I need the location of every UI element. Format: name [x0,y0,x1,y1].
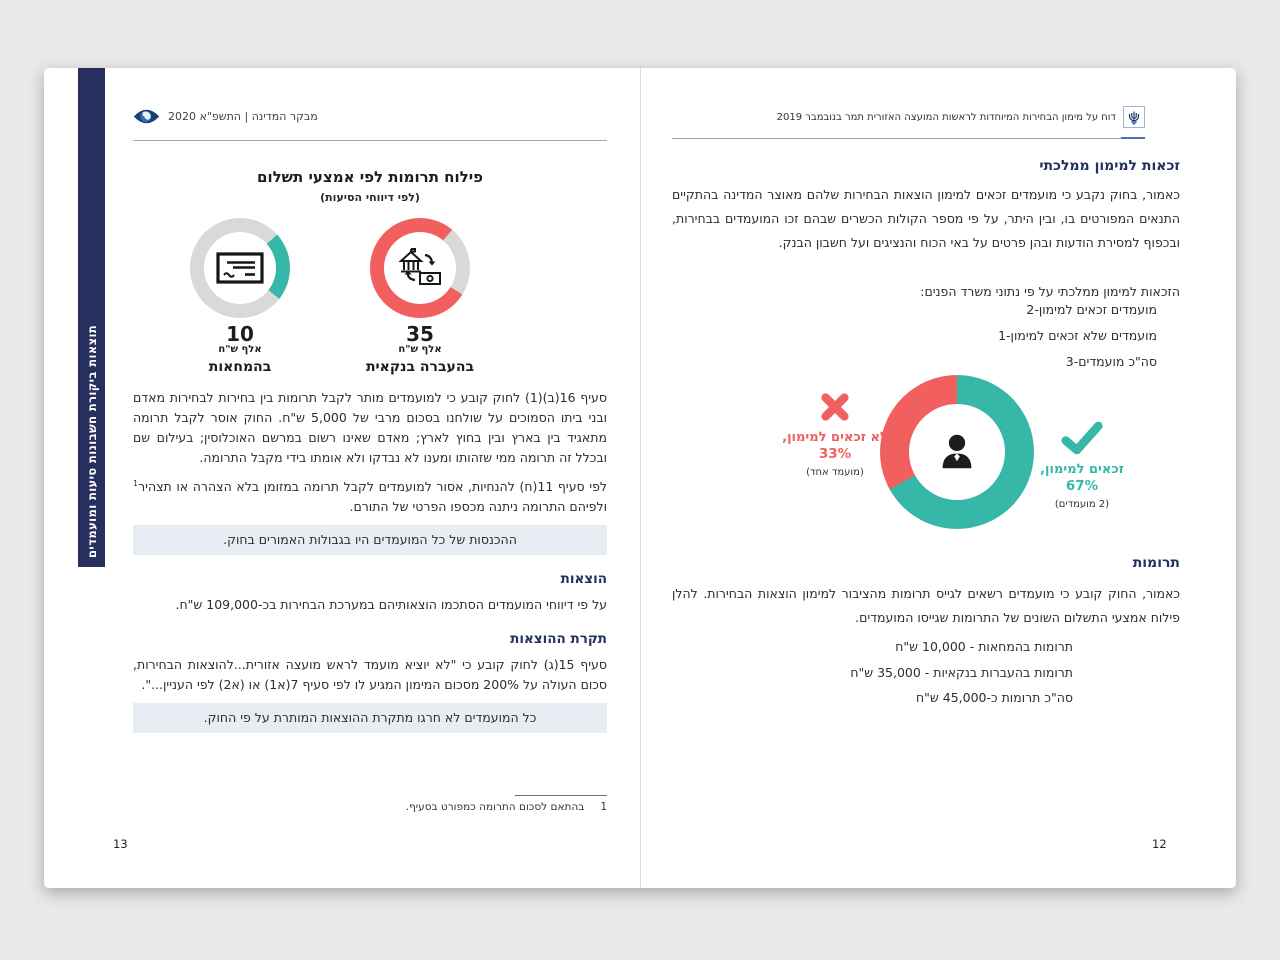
page-13 [44,68,640,888]
person-icon [909,404,1005,500]
right-header-rule [672,138,1145,139]
paragraph-interior-ministry: הזכאות למימון ממלכתי על פי נתוני משרד הפנים: [920,284,1180,299]
cheque-icon [204,232,276,304]
cheques-unit: אלף ש"ח [218,344,262,355]
right-header-text: דוח על מימון הבחירות המיוחדות לראשות המועצה האזורית תמר בנובמבר 2019 [776,111,1116,123]
left-page-body [133,388,607,741]
list-item-donations-bank: תרומות בהעברות בנקאיות - 35,000 ש"ח [850,664,1073,680]
donut-cheques [175,218,305,376]
list-item-donations-cheques: תרומות בהמחאות - 10,000 ש"ח [895,639,1073,654]
list-item-not-eligible-candidates: מועמדים שלא זכאים למימון-1 [998,328,1157,343]
eligible-note: (2 מועמדים) [1054,499,1110,510]
comptroller-eye-logo-icon [133,108,160,125]
donut-bank-transfer [355,218,485,376]
footnote-number: 1 [600,801,607,813]
left-header-rule [133,140,607,141]
footnote-reference: 1 [133,479,139,488]
heading-expense-cap: תקרת ההוצאות [510,631,607,648]
candidates-funding-list [672,297,1157,375]
bank-transfer-donut-ring [370,218,470,318]
page-12 [640,68,1236,888]
x-icon [817,390,853,424]
right-page-header [777,106,1145,128]
payment-chart-title: פילוח תרומות לפי אמצעי תשלום [257,168,483,186]
bank-transfer-value: 35 [406,322,434,346]
footnote [133,801,607,813]
page-number-13: 13 [113,837,128,851]
spread-spine-divider [640,68,641,888]
list-item-eligible-candidates: מועמדים זכאים למימון-2 [1026,302,1157,317]
footnote-text: בהתאם לסכום התרומה כמפורט בסעיף. [405,801,585,813]
paragraph-cash-part1: לפי סעיף 11(ח) להנחיות, אסור למועמדים לקבל תרומה במזומן בלא הצהרה או תצהיר [138,479,607,495]
right-header-rule-accent [1121,137,1145,139]
heading-expenses: הוצאות [560,571,607,588]
page-number-12: 12 [1152,837,1167,851]
bank-transfer-unit: אלף ש"ח [398,344,442,355]
not-eligible-legend [750,390,920,480]
paragraph-cash-donations [133,474,607,517]
left-page-header [133,108,318,125]
eligible-percent: 67% [1065,478,1099,494]
eligible-legend [997,420,1167,512]
not-eligible-percent: 33% [818,446,852,462]
paragraph-funding-law: כאמור, בחוק נקבע כי מועמדים זכאים למימון הוצאות הבחירות שלהם מאוצר המדינה בהתקיים התנאים המפורטים בו, ובין היתר, על פי מספר הקולות הכשרים שבהם זכו המועמדים בבחירות, ובכפוף למסירת הודעות ובהן פרטים על באי הכוח והנציגים ועל חשבון הבנק. [672,187,1180,250]
state-emblem-icon [1123,106,1145,128]
paragraph-expenses: על פי דיווחי המועמדים הסתכמו הוצאותיהם במערכת הבחירות בכ-109,000 ש"ח. [175,597,607,613]
donations-list [672,634,1073,711]
paragraph-expense-cap: סעיף 15(ג) לחוק קובע כי "לא יוציא מועמד לראש מועצה אזורית...להוצאות הבחירות, סכום העולה על 200% מסכום המימון המגיע לו לפי סעיף 7(א1) או (א2) לפי העניין...". [133,657,607,693]
heading-state-funding: זכאות למימון ממלכתי [1039,158,1180,174]
bank-transfer-label: בהעברה בנקאית [365,359,474,375]
chapter-sidebar-label: תוצאות ביקורת חשבונות סיעות ומועמדים [85,324,99,558]
left-header-text: מבקר המדינה | התשפ"א 2020 [168,110,318,123]
paragraph-donations-law: סעיף 16(ב)(1) לחוק קובע כי למועמדים מותר לקבל תרומות בין בחירות לבחירות מאדם ובני ביתו הסמוכים על שולחנו בסכום מרבי של 5,000 ש"ח. החוק אוסר לקבל תרומה מתאגיד בין בארץ ובין בחוץ לארץ; מאדם שאינו רשום במרשם האוכלוסין; בעילום שם ובכלל זה תרומה ממי שזהותו ומענו לא נבדקו ולא אומתו בידי מקבל התרומה. [133,390,607,465]
highlight-box-income: ההכנסות של כל המועמדים היו בגבולות האמורים בחוק. [133,525,607,555]
eligible-label: זכאים למימון, [1040,462,1124,477]
not-eligible-note: (מועמד אחד) [806,467,864,478]
footnote-separator [515,795,607,796]
cheques-label: בהמחאות [208,359,272,375]
cheques-value: 10 [226,322,254,346]
cheques-donut-ring [190,218,290,318]
report-spread [44,68,1236,888]
highlight-box-cap: כל המועמדים לא חרגו מתקרת ההוצאות המותרת על פי החוק. [133,703,607,733]
check-icon [1059,420,1105,456]
chapter-sidebar [78,68,105,567]
heading-donations: תרומות [1132,555,1180,571]
bank-transfer-icon [384,232,456,304]
not-eligible-label: לא זכאים למימון, [782,430,888,445]
paragraph-cash-part2: ולפיהם התרומה ניתנה מכספו הפרטי של התורם. [349,499,607,515]
payment-chart-subtitle: (לפי דיווחי הסיעות) [320,191,420,204]
list-item-donations-total: סה"כ תרומות כ-45,000 ש"ח [916,690,1073,705]
list-item-total-candidates: סה"כ מועמדים-3 [1065,354,1157,369]
paragraph-donations: כאמור, החוק קובע כי מועמדים רשאים לגייס תרומות מהציבור למימון הוצאות הבחירות. להלן פילוח אמצעי התשלום השונים של התרומות שגייסו המועמדים. [672,586,1180,625]
